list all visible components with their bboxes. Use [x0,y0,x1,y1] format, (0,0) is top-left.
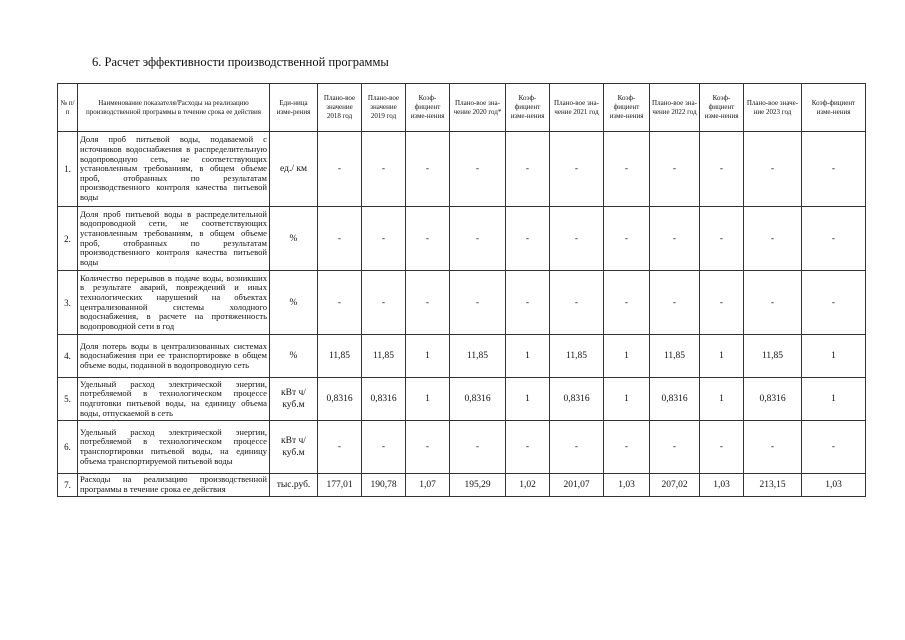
value-cell: - [450,271,506,335]
value-cell: - [744,132,802,207]
value-cell: - [550,421,604,474]
header-cell: Еди-ница изме-рения [270,84,318,132]
value-cell: 0,8316 [744,378,802,421]
value-cell: - [406,132,450,207]
value-cell: - [406,271,450,335]
value-cell: 1,07 [406,474,450,497]
value-cell: 1,03 [802,474,866,497]
value-cell: 1 [506,378,550,421]
value-cell: - [450,132,506,207]
unit-cell: кВт ч/куб.м [270,378,318,421]
value-cell: - [318,271,362,335]
value-cell: - [550,132,604,207]
indicator-name: Удельный расход электрической энергии, потребляемой в технологическом процессе транспортировки питьевой воды, на единицу объема транспортируемой питьевой воды [78,421,270,474]
value-cell: 11,85 [362,335,406,378]
value-cell: - [318,421,362,474]
indicator-name: Доля проб питьевой воды в распределительной водопроводной сети, не соответствующих установленным требованиям, в общем объеме проб, отобранных по результатам производственного контроля качества питьевой воды [78,207,270,271]
value-cell: - [362,207,406,271]
value-cell: - [802,207,866,271]
header-cell: Коэф-фициент изме-нения [506,84,550,132]
unit-cell: ед./ км [270,132,318,207]
value-cell: - [802,132,866,207]
value-cell: 11,85 [550,335,604,378]
header-cell: Коэф-фициент изме-нения [604,84,650,132]
value-cell: - [650,271,700,335]
header-cell: Плано-вое значение 2019 год [362,84,406,132]
value-cell: - [506,421,550,474]
table-row [58,378,866,421]
table-row [58,474,866,497]
value-cell: - [744,207,802,271]
value-cell: - [802,421,866,474]
value-cell: - [604,207,650,271]
value-cell: 1 [604,378,650,421]
value-cell: - [406,421,450,474]
value-cell: 1 [406,335,450,378]
value-cell: - [650,421,700,474]
header-cell: Плано-вое зна-чение 2021 год [550,84,604,132]
row-number: 6. [58,421,78,474]
value-cell: 11,85 [650,335,700,378]
efficiency-table [57,83,866,497]
value-cell: - [650,132,700,207]
value-cell: 0,8316 [318,378,362,421]
row-number: 5. [58,378,78,421]
value-cell: - [744,271,802,335]
value-cell: - [604,271,650,335]
unit-cell: % [270,335,318,378]
value-cell: 0,8316 [550,378,604,421]
value-cell: 0,8316 [450,378,506,421]
value-cell: 1,02 [506,474,550,497]
header-cell: Плано-вое значе-ние 2023 год [744,84,802,132]
unit-cell: тыс.руб. [270,474,318,497]
value-cell: - [450,207,506,271]
value-cell: - [802,271,866,335]
value-cell: - [700,421,744,474]
indicator-name: Доля потерь воды в централизованных системах водоснабжения при ее транспортировке в общем объеме воды, поданной в водопроводную сеть [78,335,270,378]
value-cell: - [362,132,406,207]
value-cell: 1 [700,378,744,421]
value-cell: - [362,421,406,474]
value-cell: 1,03 [700,474,744,497]
value-cell: - [506,132,550,207]
header-cell: Плано-вое зна-чение 2022 год [650,84,700,132]
value-cell: 1 [802,378,866,421]
value-cell: 213,15 [744,474,802,497]
value-cell: - [744,421,802,474]
value-cell: 1 [506,335,550,378]
value-cell: 11,85 [318,335,362,378]
value-cell: - [700,132,744,207]
value-cell: 1 [802,335,866,378]
table-header-row [58,84,866,132]
value-cell: - [506,271,550,335]
row-number: 4. [58,335,78,378]
value-cell: - [604,132,650,207]
header-cell: Плано-вое значение 2018 год [318,84,362,132]
value-cell: 1,03 [604,474,650,497]
row-number: 1. [58,132,78,207]
unit-cell: % [270,271,318,335]
indicator-name: Расходы на реализацию производственной программы в течение срока ее действия [78,474,270,497]
row-number: 2. [58,207,78,271]
value-cell: 195,29 [450,474,506,497]
value-cell: 1 [406,378,450,421]
value-cell: 1 [700,335,744,378]
value-cell: 190,78 [362,474,406,497]
header-cell: Коэф-фициент изме-нения [406,84,450,132]
value-cell: 1 [604,335,650,378]
header-cell: Коэф-фициент изме-нения [700,84,744,132]
header-cell: № п/п [58,84,78,132]
table-row [58,132,866,207]
value-cell: 207,02 [650,474,700,497]
value-cell: 0,8316 [650,378,700,421]
table-row [58,335,866,378]
row-number: 7. [58,474,78,497]
value-cell: - [550,271,604,335]
indicator-name: Доля проб питьевой воды, подаваемой с источников водоснабжения в распределительную водопроводную сеть, не соответствующих установленным требованиям, в общем объеме проб, отобранных по результатам производственного контроля качества питьевой воды [78,132,270,207]
value-cell: - [406,207,450,271]
unit-cell: % [270,207,318,271]
value-cell: 177,01 [318,474,362,497]
value-cell: - [506,207,550,271]
table-row [58,207,866,271]
unit-cell: кВт ч/куб.м [270,421,318,474]
row-number: 3. [58,271,78,335]
header-cell: Наименование показателя/Расходы на реализацию производственной программы в течение срока ее действия [78,84,270,132]
table-row [58,421,866,474]
value-cell: 201,07 [550,474,604,497]
value-cell: 11,85 [744,335,802,378]
indicator-name: Количество перерывов в подаче воды, возникших в результате аварий, повреждений и иных технологических нарушений на объектах централизованной системы холодного водоснабжения, в расчете на протяженность водопроводной сети в год [78,271,270,335]
document-title: 6. Расчет эффективности производственной программы [92,55,389,69]
value-cell: 11,85 [450,335,506,378]
value-cell: - [650,207,700,271]
value-cell: - [318,132,362,207]
value-cell: - [700,271,744,335]
indicator-name: Удельный расход электрической энергии, потребляемой в технологическом процессе подготовки питьевой воды, на единицу объема воды, отпускаемой в сеть [78,378,270,421]
value-cell: 0,8316 [362,378,406,421]
value-cell: - [318,207,362,271]
header-cell: Плано-вое зна-чение 2020 год* [450,84,506,132]
value-cell: - [604,421,650,474]
value-cell: - [450,421,506,474]
table-row [58,271,866,335]
value-cell: - [362,271,406,335]
value-cell: - [550,207,604,271]
value-cell: - [700,207,744,271]
header-cell: Коэф-фициент изме-нения [802,84,866,132]
